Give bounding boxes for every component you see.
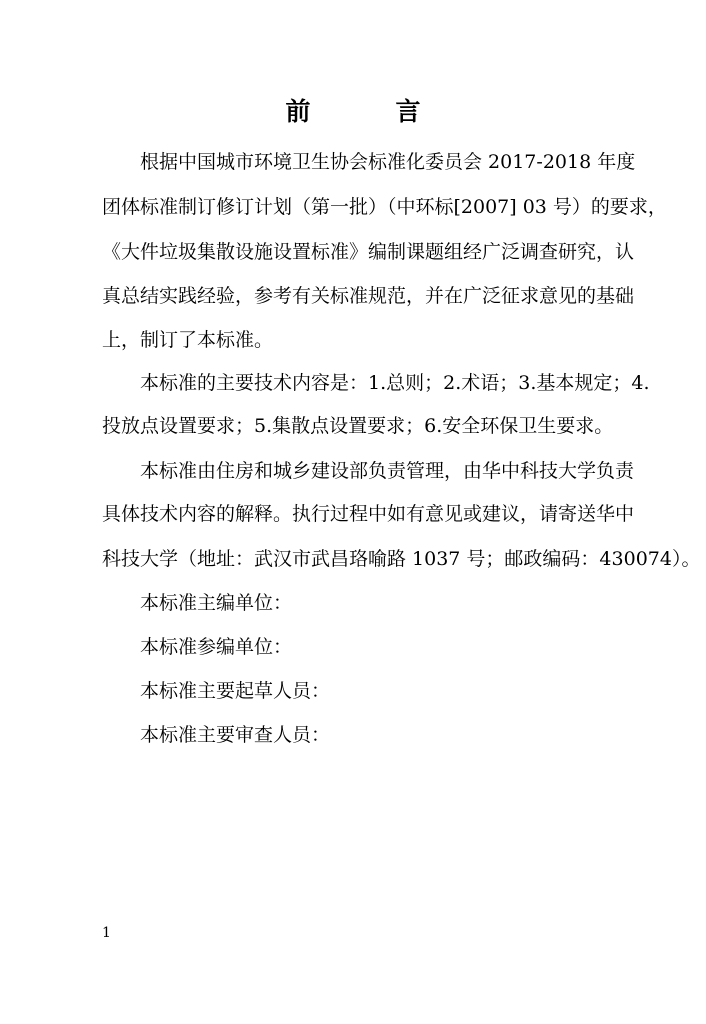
main-drafters-label: 本标准主要起草人员： — [140, 680, 331, 702]
paragraph-1-line-1: 根据中国城市环境卫生协会标准化委员会 2017-2018 年度 — [140, 151, 636, 173]
main-reviewers-label: 本标准主要审查人员： — [140, 724, 331, 746]
paragraph-3-line-1: 本标准由住房和城乡建设部负责管理，由华中科技大学负责 — [140, 460, 635, 482]
chief-editor-unit-label: 本标准主编单位： — [140, 592, 293, 614]
paragraph-3-line-3: 科技大学（地址：武汉市武昌珞喻路 1037 号；邮政编码：430074）。 — [102, 548, 701, 570]
paragraph-3-line-2: 具体技术内容的解释。执行过程中如有意见或建议，请寄送华中 — [102, 503, 635, 525]
paragraph-2-line-2: 投放点设置要求；5.集散点设置要求；6.安全环保卫生要求。 — [102, 415, 614, 437]
paragraph-1-line-2: 团体标准制订修订计划（第一批）（中环标[2007] 03 号）的要求， — [102, 196, 667, 218]
participating-unit-label: 本标准参编单位： — [140, 636, 293, 658]
paragraph-2-line-1: 本标准的主要技术内容是：1.总则；2.术语；3.基本规定；4. — [140, 372, 650, 394]
paragraph-1-line-4: 真总结实践经验，参考有关标准规范，并在广泛征求意见的基础 — [102, 285, 635, 307]
paragraph-1-line-3: 《大件垃圾集散设施设置标准》编制课题组经广泛调查研究，认 — [102, 241, 635, 263]
page-number: 1 — [102, 925, 111, 941]
paragraph-1-line-5: 上，制订了本标准。 — [102, 329, 274, 351]
page-title: 前 言 — [285, 97, 451, 126]
